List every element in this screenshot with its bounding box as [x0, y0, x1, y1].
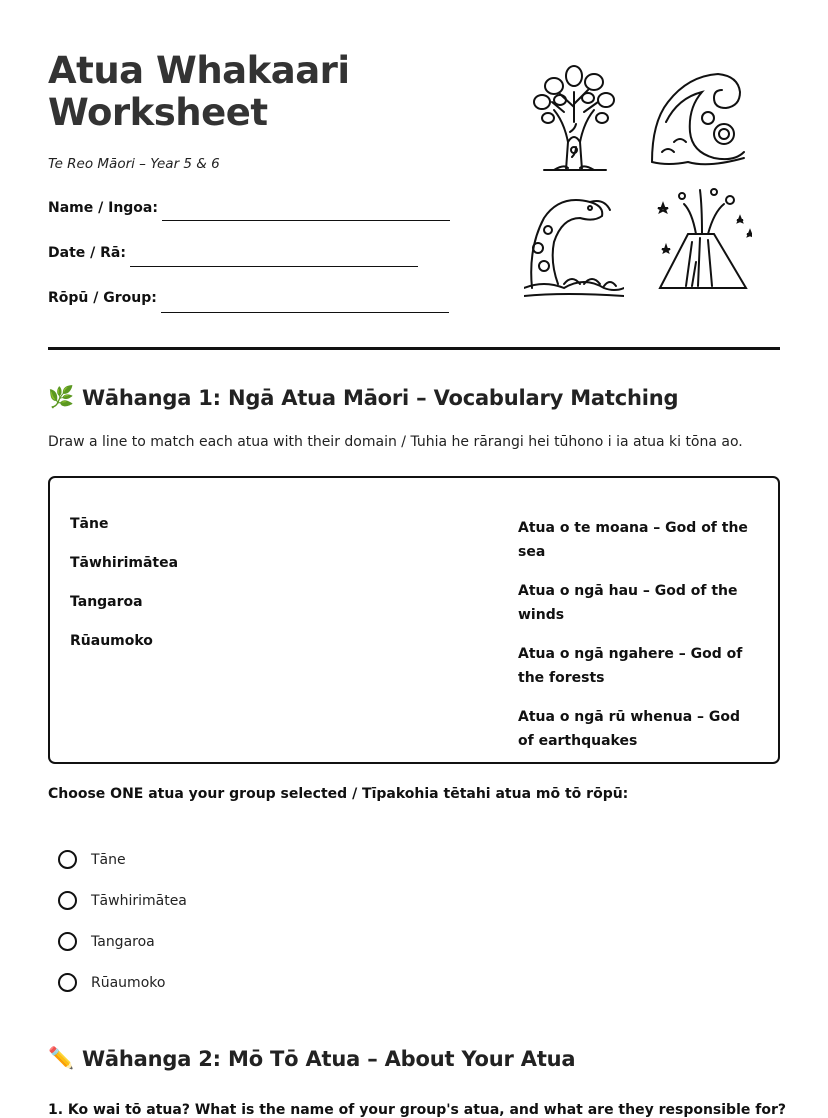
- term-item[interactable]: Tāne: [70, 516, 109, 532]
- group-label: Rōpū / Group:: [48, 290, 157, 306]
- matching-instruction: Draw a line to match each atua with their domain / Tuhia he rārangi hei tūhono i ia atua ki tōna ao.: [48, 434, 743, 450]
- radio-button[interactable]: [58, 891, 77, 910]
- radio-option-tane[interactable]: [58, 850, 126, 869]
- subtitle: Te Reo Māori – Year 5 & 6: [48, 156, 220, 172]
- term-item[interactable]: Rūaumoko: [70, 633, 153, 649]
- matching-box: [48, 476, 780, 764]
- title-line-2: Worksheet: [48, 91, 268, 134]
- date-label: Date / Rā:: [48, 245, 126, 261]
- question-1: 1. Ko wai tō atua? What is the name of your group's atua, and what are they responsible for?: [48, 1102, 786, 1118]
- radio-label: Tāne: [91, 851, 126, 868]
- radio-option-ruaumoko[interactable]: [58, 973, 165, 992]
- definition-item[interactable]: Atua o ngā hau – God of the winds: [518, 583, 738, 623]
- sea-serpent-icon: [524, 188, 624, 298]
- atua-illustrations: [524, 62, 764, 298]
- tree-icon: [524, 62, 624, 172]
- radio-button[interactable]: [58, 932, 77, 951]
- choose-prompt: Choose ONE atua your group selected / Tīpakohia tētahi atua mō tō rōpū:: [48, 786, 629, 802]
- term-item[interactable]: Tangaroa: [70, 594, 143, 610]
- volcano-icon: [652, 182, 752, 292]
- wave-icon: [648, 62, 748, 172]
- section2-heading: [48, 1046, 575, 1071]
- pencil-icon: ✏️: [48, 1046, 74, 1070]
- radio-button[interactable]: [58, 973, 77, 992]
- definition-item[interactable]: Atua o ngā ngahere – God of the forests: [518, 646, 743, 686]
- section1-title: Wāhanga 1: Ngā Atua Māori – Vocabulary Matching: [81, 385, 679, 410]
- terms-column: [70, 516, 178, 672]
- radio-label: Tāwhirimātea: [91, 892, 187, 909]
- title-line-1: Atua Whakaari: [48, 49, 350, 92]
- term-item[interactable]: Tāwhirimātea: [70, 555, 179, 571]
- group-field[interactable]: [161, 312, 449, 313]
- definition-item[interactable]: Atua o ngā rū whenua – God of earthquakes: [518, 709, 741, 749]
- definition-item[interactable]: Atua o te moana – God of the sea: [518, 520, 748, 560]
- radio-button[interactable]: [58, 850, 77, 869]
- radio-label: Rūaumoko: [91, 974, 166, 991]
- radio-option-tawhirimatea[interactable]: [58, 891, 187, 910]
- header-divider: [48, 347, 780, 350]
- definitions-column: [518, 516, 768, 768]
- section1-heading: [48, 385, 678, 410]
- leaf-icon: 🌿: [48, 385, 74, 409]
- name-label: Name / Ingoa:: [48, 200, 158, 216]
- page-title: [48, 50, 350, 134]
- name-field[interactable]: [162, 220, 450, 221]
- section2-title: Wāhanga 2: Mō Tō Atua – About Your Atua: [81, 1046, 576, 1071]
- radio-label: Tangaroa: [91, 933, 155, 950]
- radio-option-tangaroa[interactable]: [58, 932, 155, 951]
- date-field[interactable]: [130, 266, 418, 267]
